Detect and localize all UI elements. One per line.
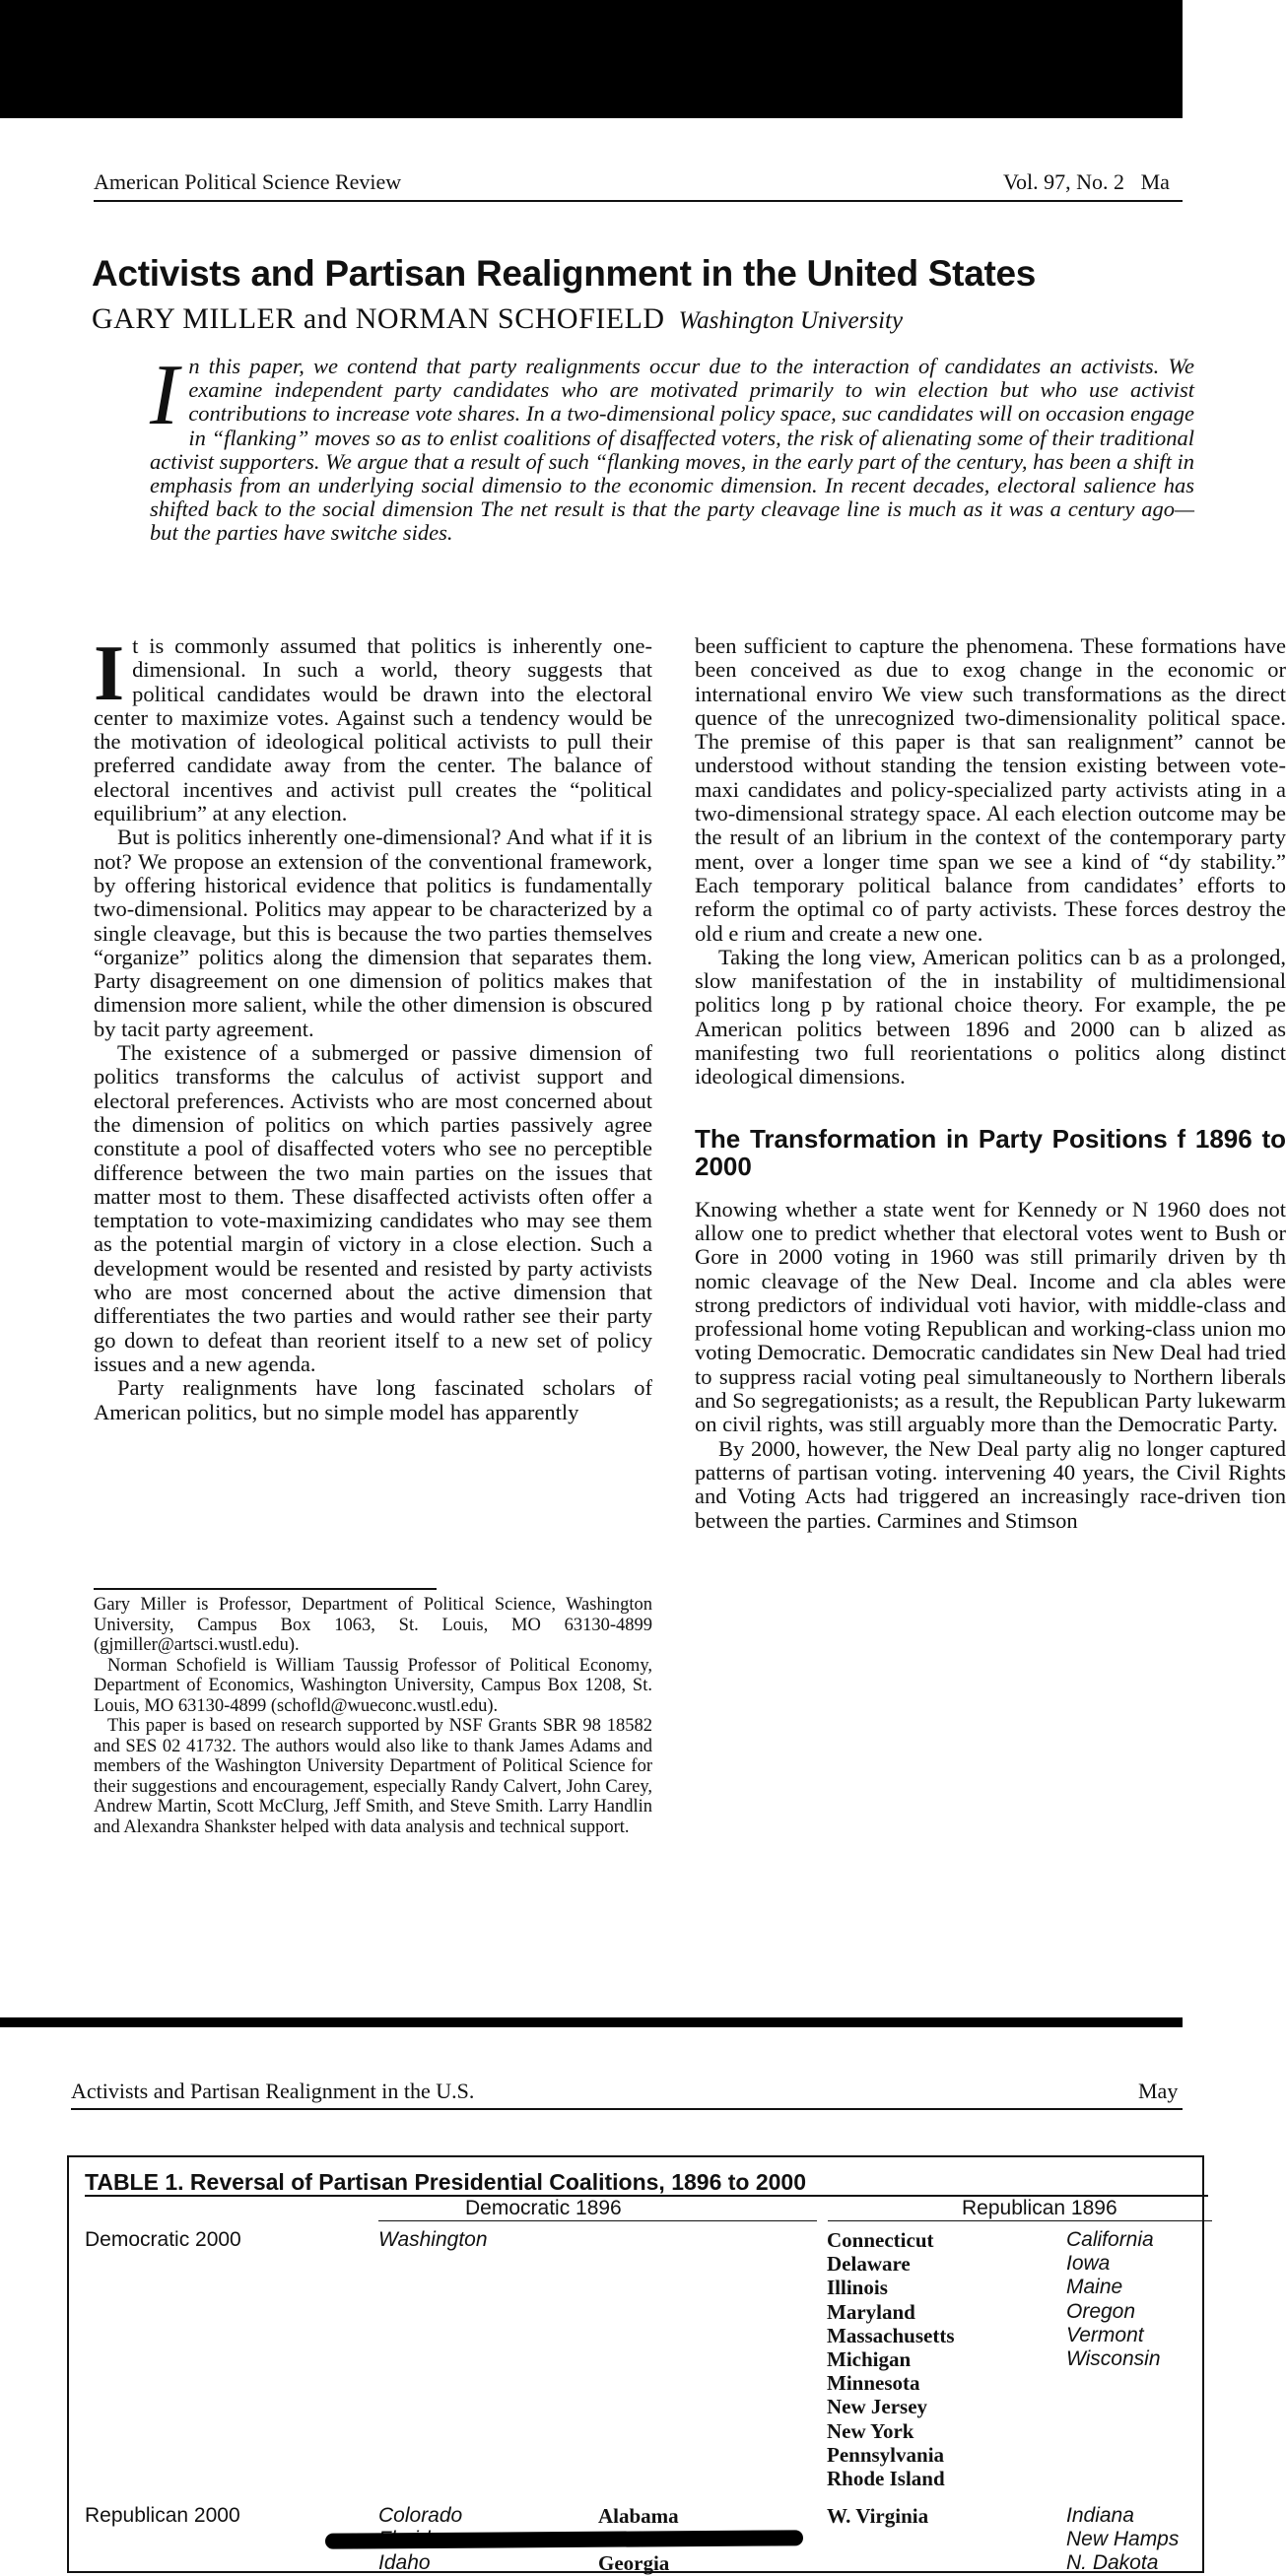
footnote: Gary Miller is Professor, Department of Political Science, Washington University, Campus Box 1063, St. Louis, MO 63130-4899 (gjmiller@artsci.wustl.edu). <box>94 1595 652 1655</box>
state-name: N. Dakota <box>1066 2551 1159 2575</box>
page-separator <box>0 2017 1183 2027</box>
volume-issue: Vol. 97, No. 2 Ma <box>1003 169 1170 194</box>
body-paragraph: Knowing whether a state went for Kennedy or N 1960 does not allow one to predict whether that electoral votes went to Bush or Gore in 2000 voting in 1960 was still primarily driven by th nomic cleavage of the New Deal. Income and cla ables were strong predictors of individual voti havior, with middle-class and professional home voting Republican and working-class union mo voting Democratic. Democratic candidates sin New Deal had tried to suppress racial voting peal simultaneously to Northern liberals and So segregationists; as a result, the Republican Party lukewarm on civil rights, was still arguably more than the Democratic Party. <box>695 1196 1286 1437</box>
table-caption: TABLE 1. Reversal of Partisan Presidential Coalitions, 1896 to 2000 <box>85 2169 807 2195</box>
row-label-democratic-2000: Democratic 2000 <box>85 2228 241 2251</box>
state-name: Indiana <box>1066 2504 1134 2527</box>
row-label-republican-2000: Republican 2000 <box>85 2504 240 2527</box>
state-name: Vermont <box>1066 2323 1144 2346</box>
table-cell <box>827 2504 928 2528</box>
state-name: Colorado <box>378 2504 463 2527</box>
state-name: Idaho <box>378 2551 431 2575</box>
body-left-column <box>94 630 652 1424</box>
state-name: New Hamps <box>1066 2528 1180 2551</box>
running-header <box>94 169 1183 199</box>
header-rule-page2 <box>71 2108 1183 2110</box>
scan-top-border <box>0 0 1183 118</box>
state-name: Maine <box>1066 2276 1123 2299</box>
footnotes <box>94 1595 652 1837</box>
table-cell <box>378 2228 488 2252</box>
body-paragraph: By 2000, however, the New Deal party alig no longer captured patterns of partisan voting. intervening 40 years, the Civil Rights and Voting Acts had triggered an increasingly race-driven tion between the parties. Carmines and Stimson <box>695 1435 1286 1533</box>
state-name: Minnesota <box>827 2371 920 2396</box>
state-name: California <box>1066 2228 1154 2251</box>
state-name: Oregon <box>1066 2299 1136 2323</box>
section-heading: The Transformation in Party Positions f 1896 to 2000 <box>695 1123 1286 1181</box>
body-paragraph: Party realignments have long fascinated scholars of American politics, but no simple model has apparently <box>94 1375 652 1424</box>
header-rule <box>94 200 1183 202</box>
column-rule <box>828 2220 1212 2221</box>
state-name: Michigan <box>827 2347 912 2372</box>
state-name: New York <box>827 2418 914 2443</box>
article-title: Activists and Partisan Realignment in the United States <box>92 253 1037 294</box>
state-name: Rhode Island <box>827 2467 945 2491</box>
body-paragraph: It is commonly assumed that politics is inherently one-dimensional. In such a world, theory suggests that political candidates would be drawn into the electoral center to maximize votes. Against such a tendency would be the motivation of ideological political activists to pull their preferred candidate away from the center. The balance of electoral incentives and activist pull creates the “political equilibrium” at any election. <box>94 630 652 826</box>
state-name: Maryland <box>827 2299 915 2324</box>
table-cell <box>827 2228 955 2490</box>
state-name: Washington <box>378 2228 488 2251</box>
running-header-page2 <box>71 2079 1183 2104</box>
state-name: Georgia <box>598 2551 670 2576</box>
body-right-column <box>695 634 1286 1533</box>
running-date: May <box>1138 2079 1179 2103</box>
state-name: Delaware <box>827 2252 911 2277</box>
author-names: GARY MILLER and NORMAN SCHOFIELD <box>92 302 665 335</box>
body-dropcap: I <box>94 630 125 717</box>
state-name: Alabama <box>598 2504 679 2528</box>
journal-name: American Political Science Review <box>94 169 402 194</box>
body-paragraph: Taking the long view, American politics can b as a prolonged, slow manifestation of the in instability of multidimensional politics long p by rational choice theory. For example, the pe American politics between 1896 and 2000 can b alized as manifesting two full reorientations o politics along distinct ideological dimensions. <box>695 944 1286 1090</box>
state-name: New Jersey <box>827 2395 928 2419</box>
abstract-dropcap: I <box>150 348 179 443</box>
running-title: Activists and Partisan Realignment in the U.S. <box>71 2079 475 2103</box>
abstract <box>150 348 1194 546</box>
body-paragraph: But is politics inherently one-dimensional? And what if it is not? We propose an extension of the conventional framework, by offering historical evidence that politics is fundamentally two-dimensional. Politics may appear to be characterized by a single cleavage, but this is because the two parties themselves “organize” politics along the dimension that separates them. Party disagreement on one dimension of politics makes that dimension more salient, while the other dimension is obscured by tacit party agreement. <box>94 825 652 1041</box>
footnote: This paper is based on research supported by NSF Grants SBR 98 18582 and SES 02 41732. The authors would also like to thank James Adams and members of the Washington University Department of Political Science for their suggestions and encouragement, especially Randy Calvert, John Carey, Andrew Martin, Scott McClurg, Jeff Smith, and Steve Smith. Larry Handlin and Alexandra Shankster helped with data analysis and technical support. <box>94 1716 652 1837</box>
author-line <box>92 302 903 336</box>
column-header-democratic-1896: Democratic 1896 <box>465 2197 622 2219</box>
table-cell <box>1066 2228 1161 2371</box>
footnote-rule <box>94 1588 437 1590</box>
state-name: Iowa <box>1066 2252 1111 2276</box>
abstract-text: n this paper, we contend that party realignments occur due to the interaction of candidates an activists. We examine independent party candidates who are motivated primarily to win election but who use activist contributions to increase vote shares. In a two-dimensional policy space, suc candidates will on occasion engage in “flanking” moves so as to enlist coalitions of disaffected voters, the risk of alienating some of their traditional activist supporters. We argue that a result of such “flanking moves, in the early part of the century, has been a shift in emphasis from an underlying social dimensio to the economic dimension. In recent decades, electoral salience has shifted back to the social dimension The net result is that the party cleavage line is much as it was a century ago—but the parties have switche sides. <box>150 354 1194 546</box>
column-header-republican-1896: Republican 1896 <box>962 2197 1117 2219</box>
table-cell <box>1066 2504 1179 2576</box>
footnote: Norman Schofield is William Taussig Professor of Political Economy, Department of Economics, Washington University, Campus Box 1208, St. Louis, MO 63130-4899 (schofld@wueconc.wustl.edu). <box>94 1655 652 1716</box>
body-paragraph: The existence of a submerged or passive dimension of politics transforms the calculus of activist support and electoral preferences. Activists who are most concerned about the dimension of politics on which parties passively agree constitute a pool of disaffected voters who see no perceptible difference between the two main parties on the issues that matter most to them. These disaffected activists often offer a temptation to vote-maximizing candidates who may see them as the potential margin of victory in a close election. Such a development would be resented and resisted by party activists who are most concerned about the active dimension that differentiates the two parties and would rather see their party go down to defeat than reorient itself to a new set of policy issues and a new agenda. <box>94 1040 652 1376</box>
state-name: Massachusetts <box>827 2323 955 2347</box>
author-affiliation: Washington University <box>678 307 904 334</box>
state-name: Pennsylvania <box>827 2442 945 2467</box>
state-name: Illinois <box>827 2276 888 2300</box>
redaction-scribble <box>325 2530 803 2548</box>
state-name: Connecticut <box>827 2228 934 2252</box>
body-paragraph: been sufficient to capture the phenomena. These formations have been conceived as due to exog change in the economic or international enviro We view such transformations as the direct quence of the unrecognized two-dimensionality political space. The premise of this paper is that san realignment” cannot be understood without standing the tension existing between vote-maxi candidates and policy-specialized party activists ating in a two-dimensional strategy space. Al each election outcome may be the result of an librium in the context of the contemporary party ment, over a longer time span we see a kind of “dy stability.” Each temporary political balance from candidates’ efforts to reform the optimal co of party activists. These forces destroy the old e rium and create a new one. <box>695 633 1286 946</box>
state-name: Wisconsin <box>1066 2347 1161 2371</box>
column-rule <box>378 2220 817 2221</box>
table-1 <box>67 2155 1204 2576</box>
state-name: W. Virginia <box>827 2504 929 2528</box>
